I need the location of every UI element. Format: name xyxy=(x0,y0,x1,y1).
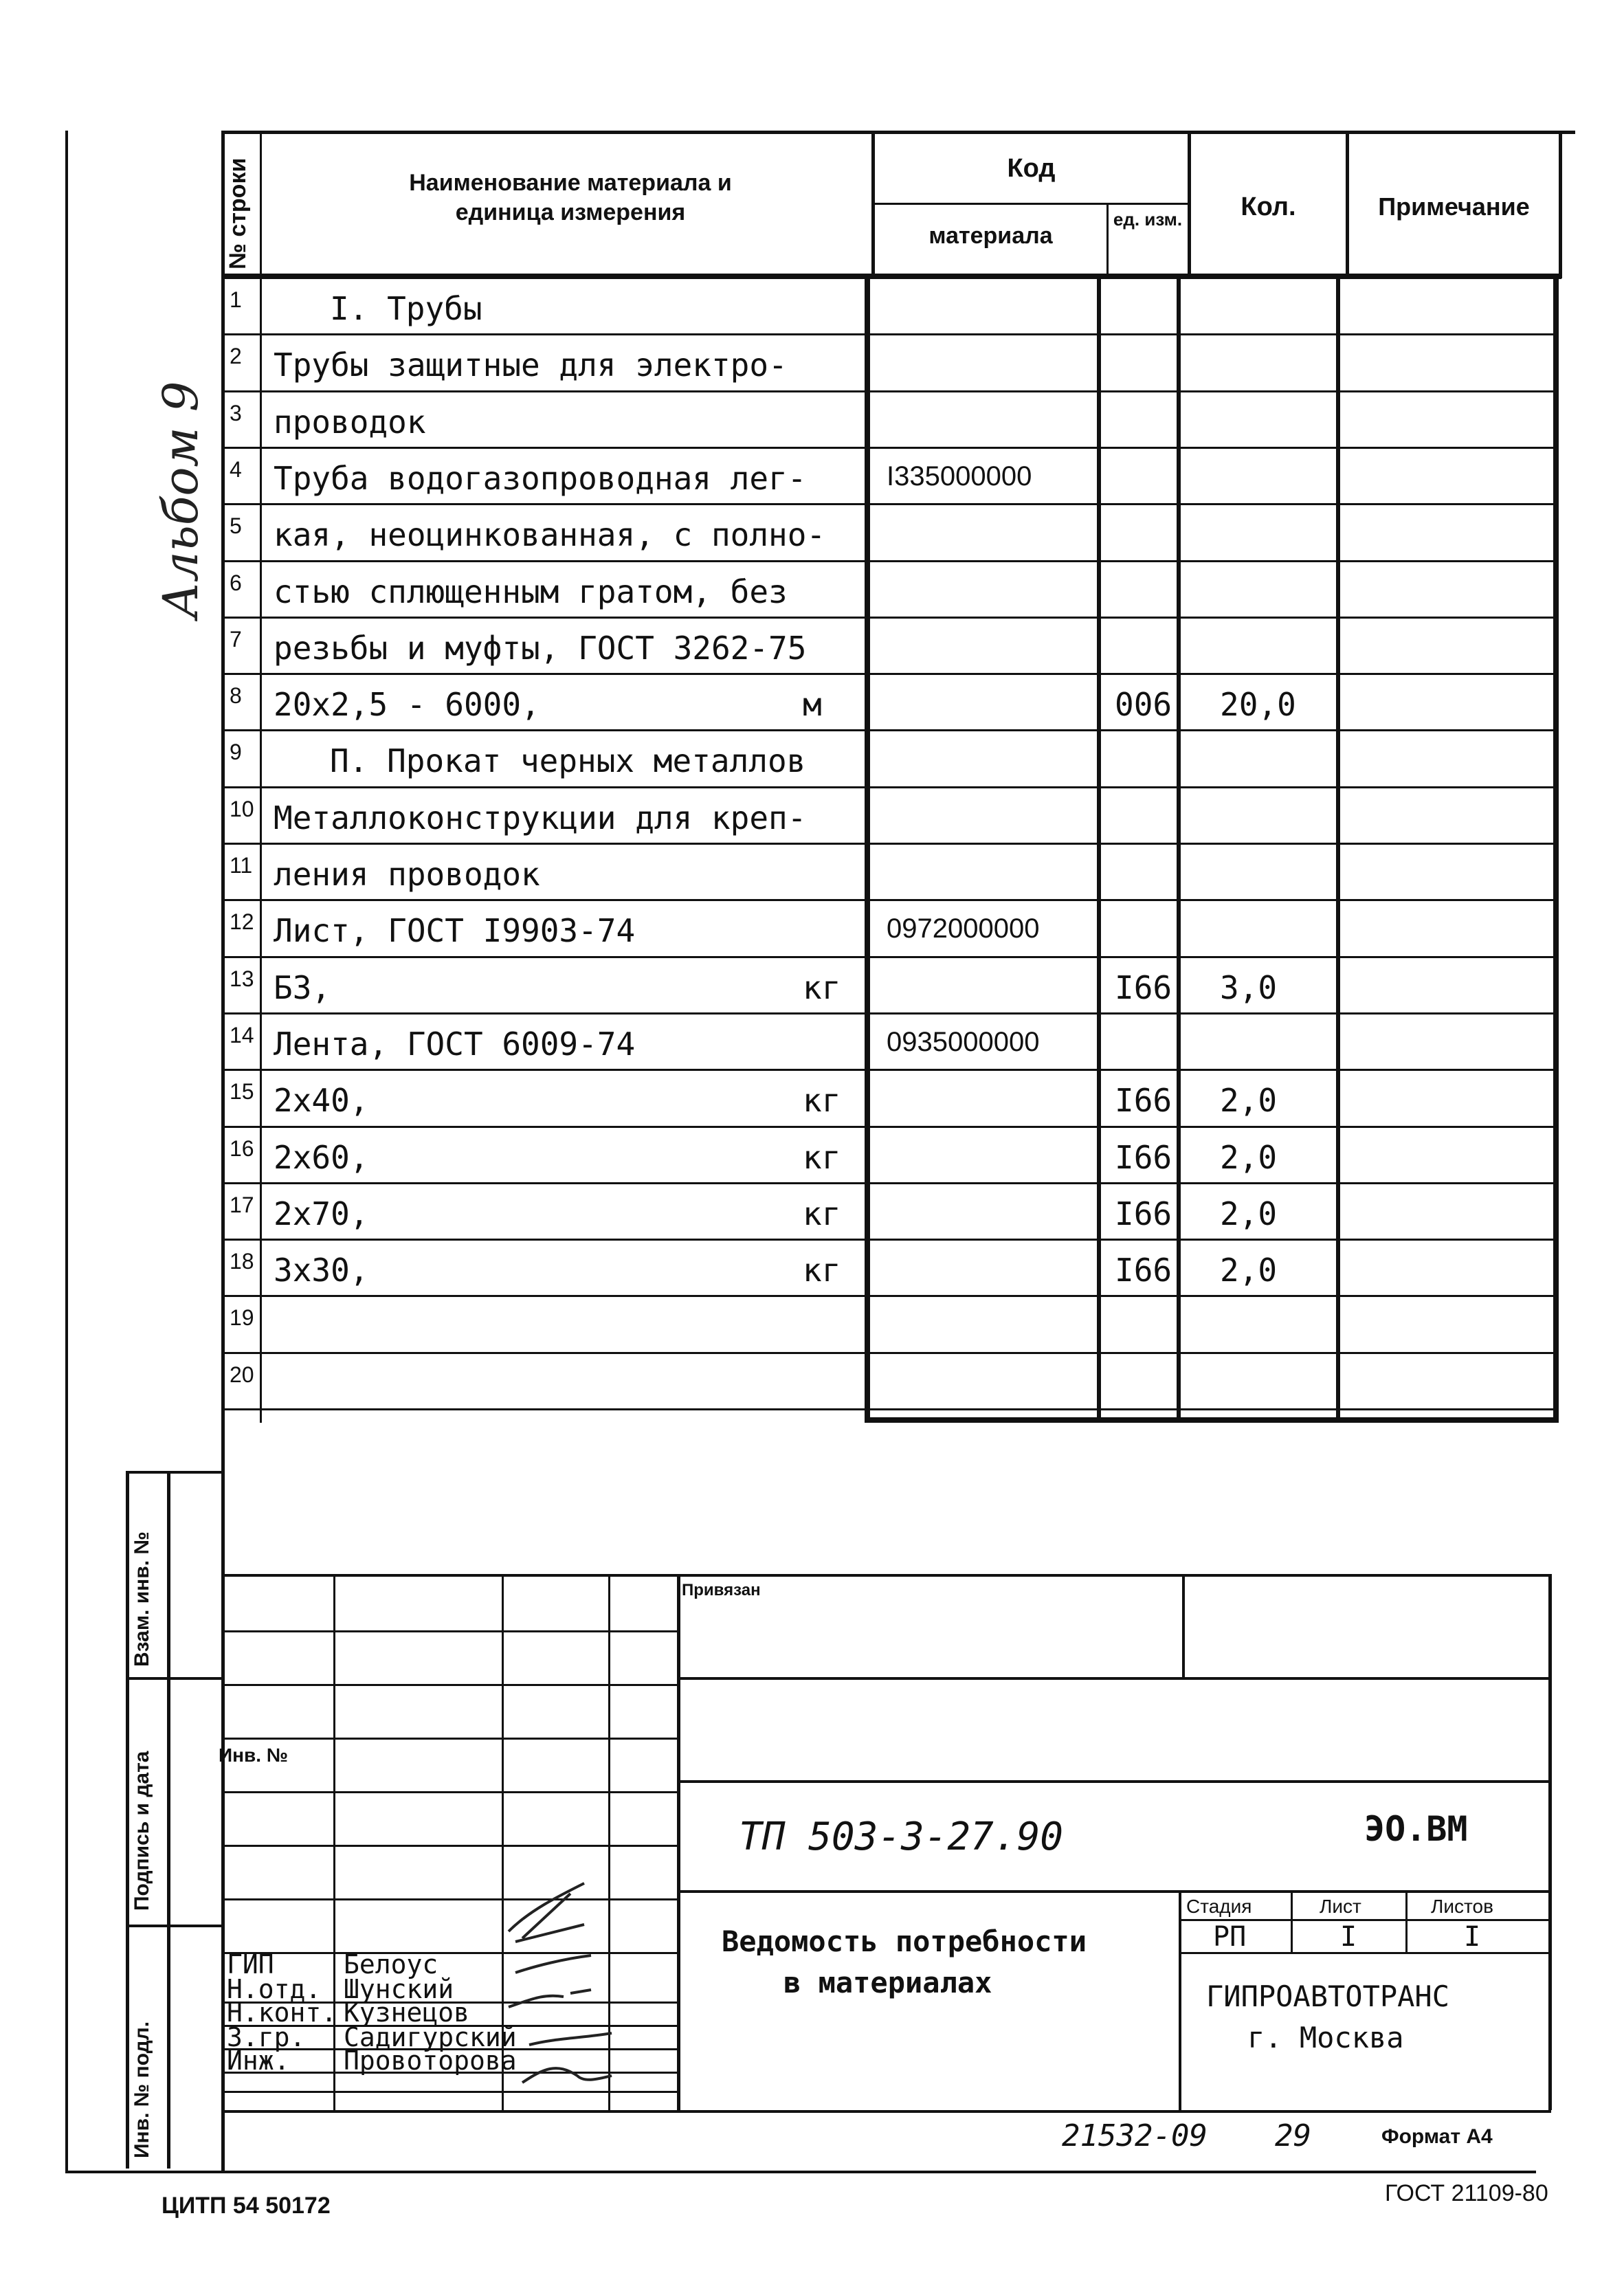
row-qty: 3,0 xyxy=(1220,968,1278,1006)
row-number: 16 xyxy=(230,1135,254,1161)
row-name: Трубы защитные для электро- xyxy=(274,346,788,384)
header-name: Наименование материала и единица измерения xyxy=(409,170,732,225)
row-number: 9 xyxy=(230,740,242,765)
row-separator xyxy=(221,843,1559,845)
row-unit-code: I66 xyxy=(1115,968,1172,1006)
row-unit-code: 006 xyxy=(1115,686,1172,724)
table-right-hdr-line xyxy=(1559,131,1562,278)
code-split-line xyxy=(871,203,1188,205)
stamp-doc-number: ТП 503-3-27.90 xyxy=(739,1815,1064,1859)
signature-role: ГИП xyxy=(227,1949,274,1980)
row-number: 1 xyxy=(230,287,242,312)
row-separator xyxy=(221,956,1559,958)
row-unit: кг xyxy=(803,1195,841,1232)
row-separator xyxy=(221,1126,1559,1128)
stamp-city: г. Москва xyxy=(1247,2021,1404,2054)
row-qty: 20,0 xyxy=(1220,686,1296,724)
stamp-doc-code: ЭО.ВМ xyxy=(1364,1809,1468,1849)
row-separator xyxy=(221,1069,1559,1071)
row-number: 10 xyxy=(230,796,254,821)
row-qty: 2,0 xyxy=(1220,1138,1278,1176)
row-separator xyxy=(221,1352,1559,1354)
row-name: резьбы и муфты, ГОСТ 3262-75 xyxy=(274,629,807,667)
signature-scribbles xyxy=(481,1856,687,2103)
row-material-code: I335000000 xyxy=(887,461,1032,491)
row-material-code: 0972000000 xyxy=(887,913,1040,944)
footer-page: 29 xyxy=(1275,2118,1311,2153)
stamp-sheets-label: Листов xyxy=(1431,1896,1493,1917)
footer-format: Формат А4 xyxy=(1381,2125,1493,2148)
signature-role: З.гр. xyxy=(227,2022,306,2052)
signature-role: Н.конт. xyxy=(227,1997,337,2028)
row-number: 19 xyxy=(230,1305,254,1331)
row-material-code: 0935000000 xyxy=(887,1026,1040,1057)
row-name: 2х40, xyxy=(274,1082,369,1120)
signature-name: Кузнецов xyxy=(344,1997,470,2028)
footer-left-code: ЦИТП 54 50172 xyxy=(162,2193,331,2219)
row-name: ления проводок xyxy=(274,856,540,893)
row-number: 5 xyxy=(230,513,242,539)
signature-name: Белоус xyxy=(344,1949,438,1980)
row-separator xyxy=(221,1239,1559,1241)
header-note: Примечание xyxy=(1378,192,1530,221)
row-number: 12 xyxy=(230,909,254,935)
row-separator xyxy=(221,899,1559,901)
signature-name: Провоторова xyxy=(344,2045,517,2076)
header-code-material: материала xyxy=(928,223,1053,249)
side-album-label: Альбом 9 xyxy=(153,381,209,619)
row-separator xyxy=(221,1182,1559,1184)
margin-vzam-label: Взам. инв. № xyxy=(131,1531,153,1667)
row-name: 3х30, xyxy=(274,1252,369,1289)
row-name: Труба водогазопроводная лег- xyxy=(274,459,807,497)
stamp-title-line2: в материалах xyxy=(783,1966,992,1999)
header-code-unit: ед. изм. xyxy=(1113,209,1183,230)
row-unit-code: I66 xyxy=(1115,1138,1172,1176)
stamp-sheet-value: I xyxy=(1340,1921,1357,1953)
stamp-sheet-label: Лист xyxy=(1320,1896,1361,1917)
col-note-line xyxy=(1336,274,1340,1423)
table-top-line xyxy=(221,131,1575,134)
row-name: 2х60, xyxy=(274,1138,369,1176)
stamp-org: ГИПРОАВТОТРАНС xyxy=(1206,1980,1450,2013)
stamp-sheets-value: I xyxy=(1464,1921,1481,1953)
row-number: 2 xyxy=(230,344,242,369)
row-name: Металлоконструкции для креп- xyxy=(274,799,807,836)
header-qty: Кол. xyxy=(1241,192,1296,221)
row-number: 4 xyxy=(230,456,242,482)
col-code-line xyxy=(1097,274,1101,1423)
row-qty: 2,0 xyxy=(1220,1082,1278,1120)
row-separator xyxy=(221,447,1559,449)
stamp-stage-value: РП xyxy=(1213,1921,1247,1953)
signature-name: Шунский xyxy=(344,1974,454,2004)
row-separator xyxy=(221,560,1559,562)
table-left-line xyxy=(221,131,225,1423)
row-unit: кг xyxy=(803,1138,841,1176)
row-unit-code: I66 xyxy=(1115,1082,1172,1120)
signature-role: Инж. xyxy=(227,2045,290,2076)
row-name: I. Трубы xyxy=(330,290,482,327)
row-name: Б3, xyxy=(274,968,331,1006)
col-rownum-line xyxy=(260,131,262,1423)
row-unit: кг xyxy=(803,1252,841,1289)
row-number: 18 xyxy=(230,1249,254,1274)
row-name: Лента, ГОСТ 6009-74 xyxy=(274,1025,636,1063)
row-separator xyxy=(221,1408,1559,1410)
margin-podpis-label: Подпись и дата xyxy=(131,1751,153,1911)
row-number: 13 xyxy=(230,966,254,991)
stamp-stage-label: Стадия xyxy=(1186,1896,1252,1917)
row-name: 20х2,5 - 6000, xyxy=(274,686,540,724)
frame-bottom-border xyxy=(65,2171,1536,2173)
code-qty-note-box xyxy=(865,274,1559,1423)
header-code: Код xyxy=(1007,154,1056,183)
header-row-no: № строки xyxy=(225,157,251,269)
row-name: П. Прокат черных металлов xyxy=(330,742,806,780)
stamp-inv-no: Инв. № xyxy=(219,1744,289,1766)
row-qty: 2,0 xyxy=(1220,1195,1278,1232)
stamp-privyazan: Привязан xyxy=(682,1581,761,1599)
row-separator xyxy=(221,1295,1559,1297)
row-number: 20 xyxy=(230,1362,254,1387)
row-number: 3 xyxy=(230,400,242,425)
row-unit: кг xyxy=(803,1082,841,1120)
row-qty: 2,0 xyxy=(1220,1252,1278,1289)
row-number: 6 xyxy=(230,570,242,595)
footer-gost: ГОСТ 21109-80 xyxy=(1385,2180,1548,2206)
row-name: Лист, ГОСТ I9903-74 xyxy=(274,912,636,950)
col-unit-hdr-line xyxy=(1106,203,1109,278)
row-number: 8 xyxy=(230,683,242,709)
row-unit-code: I66 xyxy=(1115,1252,1172,1289)
col-qty-line xyxy=(1177,274,1181,1423)
row-name: 2х70, xyxy=(274,1195,369,1232)
margin-inv-podl-label: Инв. № подл. xyxy=(131,2021,153,2158)
row-name: стью сплющенным гратом, без xyxy=(274,573,788,610)
row-separator xyxy=(221,333,1559,335)
row-separator xyxy=(221,617,1559,619)
row-unit: кг xyxy=(803,968,841,1006)
row-name: кая, неоцинкованная, с полно- xyxy=(274,516,826,554)
row-number: 14 xyxy=(230,1022,254,1047)
row-number: 15 xyxy=(230,1079,254,1105)
row-separator xyxy=(221,1012,1559,1014)
row-unit: м xyxy=(803,686,822,724)
row-number: 17 xyxy=(230,1192,254,1217)
row-separator xyxy=(221,390,1559,392)
row-separator xyxy=(221,673,1559,675)
stamp-title-line1: Ведомость потребности xyxy=(722,1925,1087,1958)
frame-left-border xyxy=(65,131,68,2172)
row-unit-code: I66 xyxy=(1115,1195,1172,1232)
row-separator xyxy=(221,503,1559,505)
row-name: проводок xyxy=(274,403,426,441)
signature-name: Садигурский xyxy=(344,2022,517,2052)
row-number: 11 xyxy=(230,853,253,878)
row-separator xyxy=(221,786,1559,788)
signature-role: Н.отд. xyxy=(227,1974,322,2004)
footer-archive-no: 21532-09 xyxy=(1062,2118,1208,2153)
row-number: 7 xyxy=(230,626,242,652)
row-separator xyxy=(221,729,1559,731)
